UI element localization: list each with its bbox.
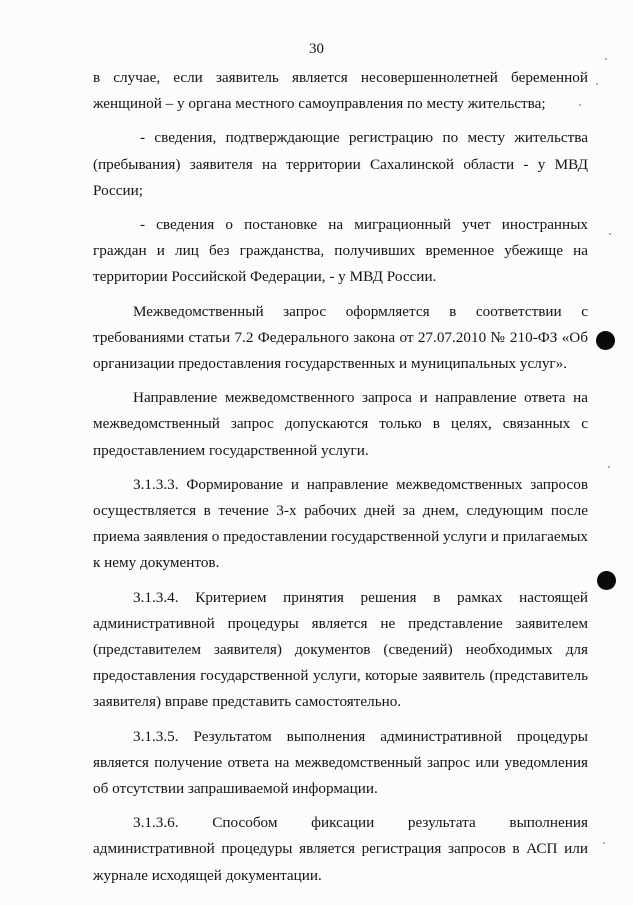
scan-speck (596, 83, 598, 85)
scan-speck (579, 104, 581, 106)
paragraph-2: - сведения, подтверждающие регистрацию по месту жительства (пребывания) заявителя на территории Сахалинской области - у МВД России; (93, 129, 588, 199)
paragraph-3: - сведения о постановке на миграционный учет иностранных граждан и лиц без гражданства, получивших временное убежище на территории Российской Федерации, - у МВД России. (93, 216, 588, 286)
scan-speck (609, 233, 611, 235)
document-body (93, 65, 588, 889)
paragraph-9: 3.1.3.6. Способом фиксации результата выполнения административной процедуры является регистрация запросов в АСП или журнале исходящей документации. (93, 814, 588, 884)
paragraph-6: 3.1.3.3. Формирование и направление межведомственных запросов осуществляется в течение 3-х рабочих дней за днем, следующим после приема заявления о предоставлении государственной услуги и прилагаемых к нему документов. (93, 475, 588, 572)
punch-hole-mark (596, 331, 615, 350)
scan-speck (605, 58, 607, 60)
scan-speck (608, 466, 610, 468)
paragraph-5: Направление межведомственного запроса и направление ответа на межведомственный запрос допускаются только в целях, связанных с предоставлением государственной услуги. (93, 389, 588, 459)
paragraph-8: 3.1.3.5. Результатом выполнения административной процедуры является получение ответа на межведомственный запрос или уведомления об отсутствии запрашиваемой информации. (93, 727, 588, 798)
scan-speck (603, 842, 605, 844)
paragraph-4: Межведомственный запрос оформляется в соответствии с требованиями статьи 7.2 Федерального закона от 27.07.2010 № 210-ФЗ «Об организации предоставления государственных и муниципальных услуг». (93, 302, 588, 373)
paragraph-7: 3.1.3.4. Критерием принятия решения в рамках настоящей административной процедуры является не представление заявителем (представителем заявителя) документов (сведений) необходимых для предоставления государственной услуги, которые заявитель (представитель заявителя) вправе представить самостоятельно. (93, 588, 588, 711)
paragraph-1: в случае, если заявитель является несовершеннолетней беременной женщиной – у органа местного самоуправления по месту жительства; (93, 69, 588, 113)
punch-hole-mark (597, 571, 616, 590)
page-number: 30 (309, 41, 324, 57)
